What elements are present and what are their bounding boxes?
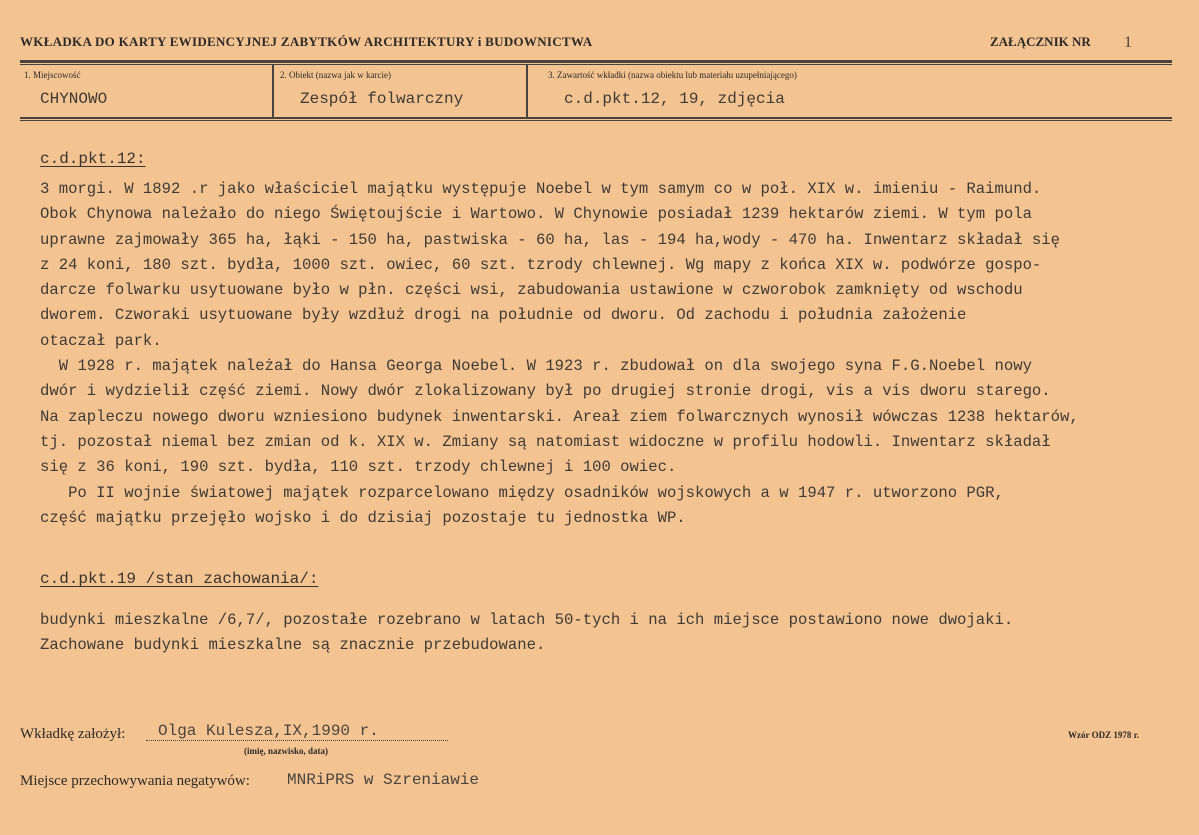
section-12-body [40, 177, 1180, 531]
section-12-line: Obok Chynowa należało do niego Świętoujście i Wartowo. W Chynowie posiadał 1239 hektarów ziemi. W tym pola [40, 205, 1032, 224]
attachment-number: 1 [1124, 34, 1132, 51]
field-divider-2 [526, 64, 528, 118]
section-12-line: tj. pozostał niemal bez zmian od k. XIX w. Zmiany są natomiast widoczne w profilu hodowli. Inwentarz składał [40, 432, 1051, 451]
section-19-line: Zachowane budynki mieszkalne są znacznie przebudowane. [40, 636, 546, 655]
section-12-line: W 1928 r. majątek należał do Hansa Georga Noebel. W 1923 r. zbudował on dla swojego syna F.G.Noebel nowy [40, 357, 1032, 376]
contents-value: c.d.pkt.12, 19, zdjęcia [564, 90, 785, 108]
section-19-line: budynki mieszkalne /6,7/, pozostałe rozebrano w latach 50-tych i na ich miejsce postawiono nowe dwojaki. [40, 611, 1014, 629]
section-12-line: uprawne zajmowały 365 ha, łąki - 150 ha, pastwiska - 60 ha, las - 194 ha,wody - 470 ha. Inwentarz składał się [40, 230, 1060, 249]
section-19-body [40, 608, 1180, 659]
section-12-line: Po II wojnie światowej majątek rozparcelowano między osadników wojskowych a w 1947 r. utworzono PGR, [40, 483, 1004, 502]
locality-value: CHYNOWO [40, 90, 108, 108]
attachment-label: ZAŁĄCZNIK NR [990, 34, 1091, 49]
section-12-line: z 24 koni, 180 szt. bydła, 1000 szt. owiec, 60 szt. tzrody chlewnej. Wg mapy z końca XIX w. podwórze gospo- [40, 255, 1042, 274]
storage-label: Miejsce przechowywania negatywów: [20, 773, 250, 789]
field-divider-1 [272, 64, 274, 118]
section-12-line: się z 36 koni, 190 szt. bydła, 110 szt. trzody chlewnej i 100 owiec. [40, 458, 677, 477]
header-rule-bottom-thin [20, 120, 1172, 121]
header-rule-top-thin [20, 64, 1172, 65]
section-12-line: dwór i wydzielił część ziemi. Nowy dwór zlokalizowany był po drugiej stronie drogi, vis a vis dworu starego. [40, 382, 1051, 401]
author-value: Olga Kulesza,IX,1990 r. [146, 722, 448, 741]
form-code: Wzór ODZ 1978 r. [1068, 730, 1139, 740]
section-12-line: 3 morgi. W 1892 .r jako właściciel majątku występuje Noebel w tym samym co w poł. XIX w. imieniu - Raimund. [40, 180, 1042, 198]
author-hint: (imię, nazwisko, data) [244, 746, 328, 756]
form-title: WKŁADKA DO KARTY EWIDENCYJNEJ ZABYTKÓW ARCHITEKTURY i BUDOWNICTWA [20, 34, 593, 49]
section-12-line: dworem. Czworaki usytuowane były wzdłuż drogi na południe od dworu. Od zachodu i południa założenie [40, 306, 967, 325]
section-19-heading: c.d.pkt.19 /stan zachowania/: [40, 570, 319, 588]
header-rule-top [20, 60, 1172, 63]
section-12-line: Na zapleczu nowego dworu wzniesiono budynek inwentarski. Areał ziem folwarcznych wynosił wówczas 1238 hektarów, [40, 407, 1079, 426]
header-rule-bottom [20, 117, 1172, 119]
section-12-line: darcze folwarku usytuowane było w płn. części wsi, zabudowania ustawione w czworobok zamknięty od wschodu [40, 281, 1023, 300]
storage-value: MNRiPRS w Szreniawie [287, 771, 480, 789]
contents-label: 3. Zawartość wkładki (nazwa obiektu lub materiału uzupełniającego) [548, 70, 797, 80]
section-12-line: część majątku przejęło wojsko i do dzisiaj pozostaje tu jednostka WP. [40, 508, 686, 527]
section-12-heading: c.d.pkt.12: [40, 150, 146, 168]
locality-label: 1. Miejscowość [24, 70, 81, 80]
object-label: 2. Obiekt (nazwa jak w karcie) [280, 70, 391, 80]
object-value: Zespół folwarczny [300, 90, 464, 108]
section-12-line: otaczał park. [40, 331, 162, 350]
author-label: Wkładkę założył: [20, 726, 126, 742]
